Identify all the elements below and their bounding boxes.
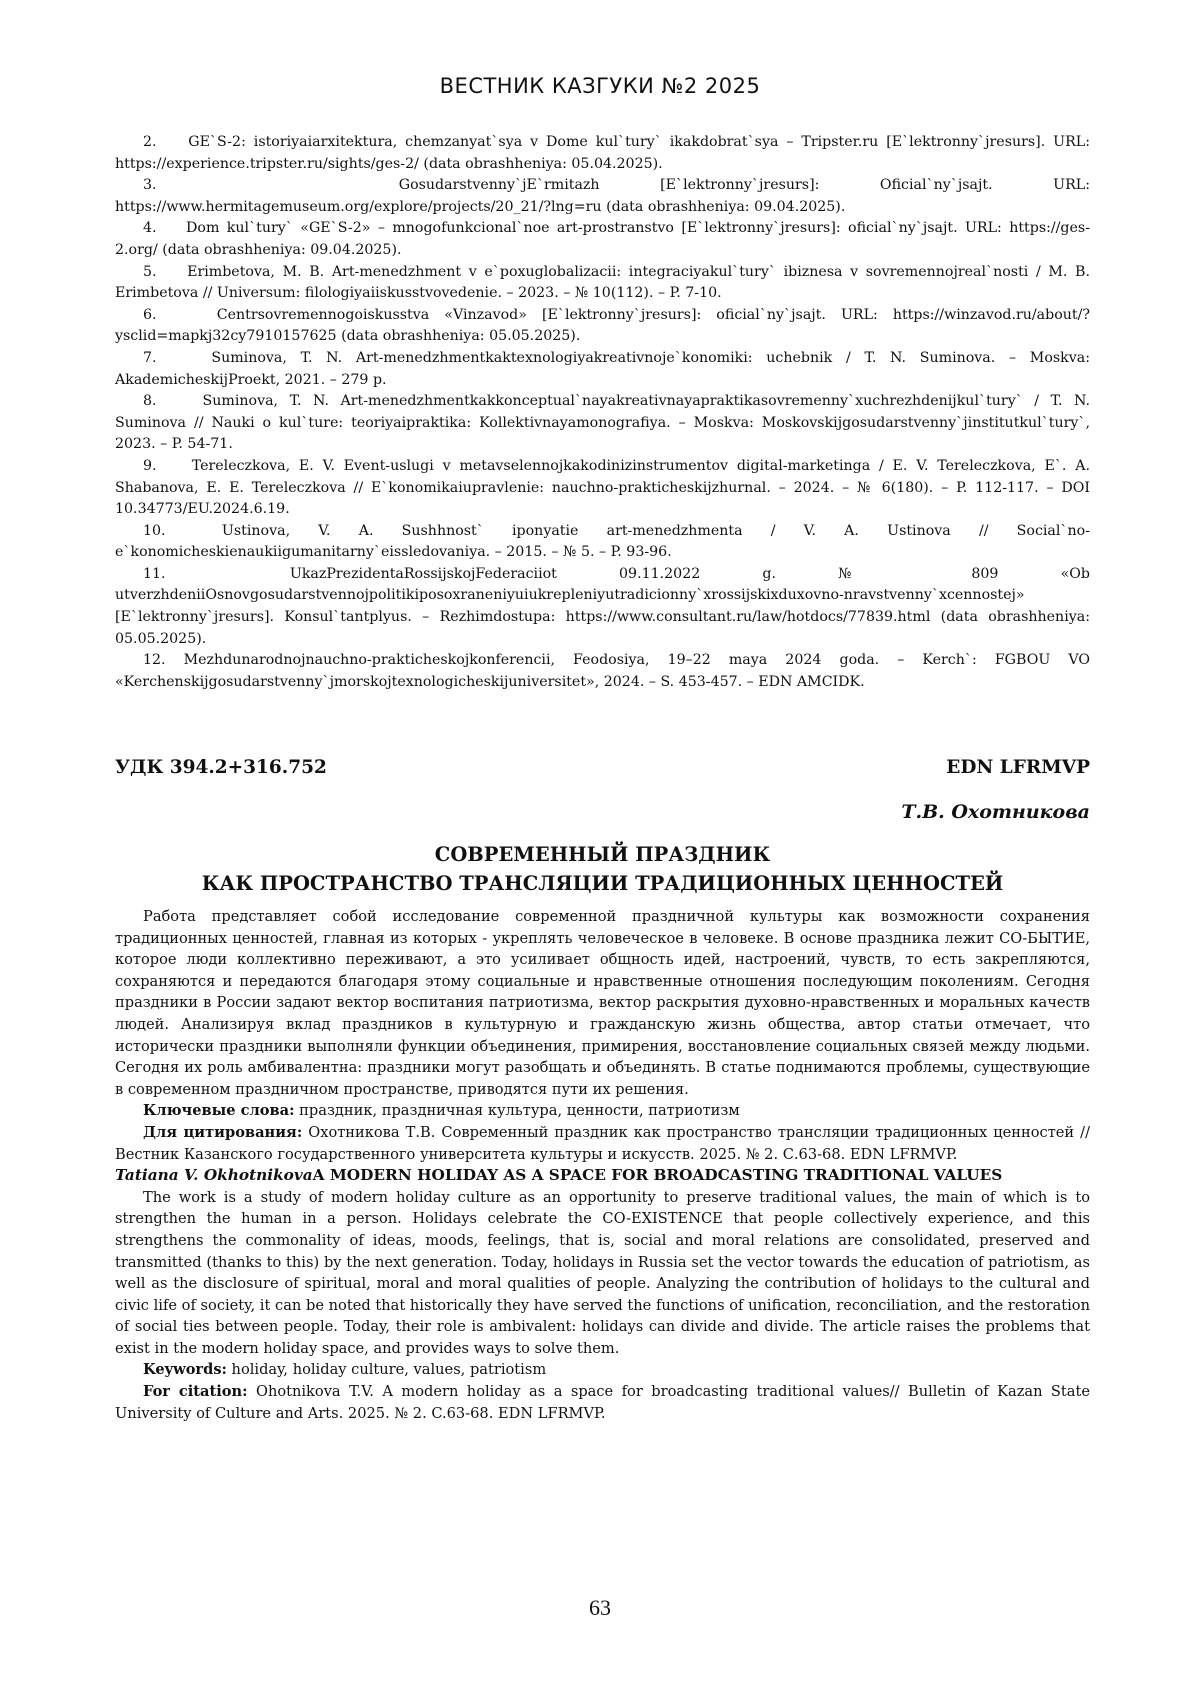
udk-code: УДК 394.2+316.752 xyxy=(115,757,327,778)
author-en: Tatiana V. Okhotnikova xyxy=(115,1166,313,1185)
keywords-ru xyxy=(115,1100,1090,1122)
keywords-label: Keywords: xyxy=(143,1361,227,1379)
citation-text: Охотникова Т.В. Современный праздник как пространство трансляции традиционных ценностей // Вестник Казанского государственного университета культуры и искусств. 2025. № 2. С.63-68. EDN LFRMVP. xyxy=(115,1123,1090,1163)
reference-item: 11. UkazPrezidentaRossijskojFederaciiot 09.11.2022 g. № 809 «Ob utverzhdeniiOsnovgosudarstvennojpolitikiposoxraneniyuiukrepleniyutradicionny`xrossijskixduxovno-nravstvenny`xcennostej» [E`lektronny`jresurs]. Konsul`tantplyus. – Rezhimdostupa: https://www.consultant.ru/law/hotdocs/77839.html (data obrashheniya: 05.05.2025). xyxy=(115,565,1090,647)
citation-label: Для цитирования: xyxy=(143,1123,303,1141)
title-line: СОВРЕМЕННЫЙ ПРАЗДНИК xyxy=(434,843,771,866)
keywords-en xyxy=(115,1359,1090,1381)
reference-item: 7. Suminova, T. N. Art-menedzhmentkaktexnologiyakreativnoje`konomiki: uchebnik / T. N. Suminova. – Moskva: AkademicheskijProekt, 2021. – 279 p. xyxy=(115,349,1090,388)
reference-item: 6. Centrsovremennogoiskusstva «Vinzavod» [E`lektronny`jresurs]: oficial`ny`jsajt. URL: https://winzavod.ru/about/?ysclid=mapkj32cy7910157625 (data obrashheniya: 05.05.2025). xyxy=(115,306,1090,345)
reference-item: 5. Erimbetova, M. B. Art-menedzhment v e`poxuglobalizacii: integraciyakul`tury` ibiznesa v sovremennojreal`nosti / M. B. Erimbetova // Universum: filologiyaiiskusstvovedenie. – 2023. – № 10(112). – P. 7-10. xyxy=(115,263,1090,302)
keywords-label: Ключевые слова: xyxy=(143,1102,295,1120)
abstract-ru: Работа представляет собой исследование современной праздничной культуры как возможности сохранения традиционных ценностей, главная из которых - укреплять человеческое в человеке. В основе праздника лежит СО-БЫТИЕ, которое люди коллективно переживают, а это усиливает общность идей, настроений, чувств, то есть закрепляются, сохраняются и передаются благодаря этому социальные и нравственные отношения последующим поколениям. Сегодня праздники в России задают вектор воспитания патриотизма, вектор раскрытия духовно-нравственных и моральных качеств людей. Анализируя вклад праздников в культурную и гражданскую жизнь общества, автор статьи отмечает, что исторически праздники выполняли функции объединения, примирения, восстановление социальных связей между людьми. Сегодня их роль амбивалентна: праздники могут разобщать и объединять. В статье поднимаются проблемы, существующие в современном праздничном пространстве, приводятся пути их решения. xyxy=(115,908,1090,1098)
keywords-text: holiday, holiday culture, values, patriotism xyxy=(226,1361,547,1379)
reference-item: 10. Ustinova, V. A. Sushhnost` iponyatie art-menedzhmenta / V. A. Ustinova // Social`no-e`konomicheskienaukiigumanitarny`eissledovaniya. – 2015. – № 5. – P. 93-96. xyxy=(115,522,1090,561)
english-title-line xyxy=(115,1165,1090,1187)
author-name: Т.В. Охотникова xyxy=(901,801,1090,823)
abstract-en: The work is a study of modern holiday culture as an opportunity to preserve traditional values, the main of which is to strengthen the human in a person. Holidays celebrate the CO-EXISTENCE that people collectively experience, and this strengthens the commonality of ideas, moods, feelings, that is, social and moral relations are consolidated, preserved and transmitted (thanks to this) by the next generation. Today, holidays in Russia set the vector towards the education of patriotism, as well as the disclosure of spiritual, moral and moral qualities of people. Analyzing the contribution of holidays to the cultural and civic life of society, it can be noted that historically they have served the functions of unification, reconciliation, and the restoration of social ties between people. Today, their role is ambivalent: holidays can divide and divide. The article raises the problems that exist in the modern holiday space, and provides ways to solve them. xyxy=(115,1188,1090,1357)
journal-header: ВЕСТНИК КАЗГУКИ №2 2025 xyxy=(439,74,761,98)
edn-code: EDN LFRMVP xyxy=(946,757,1090,778)
reference-item: 9. Tereleczkova, E. V. Event-uslugi v metavselennojkakodinizinstrumentov digital-marketinga / E. V. Tereleczkova, E`. A. Shabanova, E. E. Tereleczkova // E`konomikaiupravlenie: nauchno-prakticheskijzhurnal. – 2024. – № 6(180). – P. 112-117. – DOI 10.34773/EU.2024.6.19. xyxy=(115,457,1090,518)
citation-label: For citation: xyxy=(143,1383,248,1401)
page-number: 63 xyxy=(589,1595,611,1620)
article-title xyxy=(115,840,1090,898)
reference-item: 12. Mezhdunarodnojnauchno-prakticheskojkonferencii, Feodosiya, 19–22 maya 2024 goda. – Kerch`: FGBOU VO «Kerchenskijgosudarstvenny`jmorskojtexnologicheskijuniversitet», 2024. – S. 453-457. – EDN AMCIDK. xyxy=(115,652,1090,690)
article-body xyxy=(115,906,1090,1424)
citation-en xyxy=(115,1381,1090,1424)
reference-item: 4. Dom kul`tury` «GE`S-2» – mnogofunkcional`noe art-prostranstvo [E`lektronny`jresurs]: oficial`ny`jsajt. URL: https://ges-2.org/ (data obrashheniya: 09.04.2025). xyxy=(115,220,1090,258)
reference-item: 2. GE`S-2: istoriyaiarxitektura, chemzanyat`sya v Dome kul`tury` ikakdobrat`sya – Tripster.ru [E`lektronny`jresurs]. URL: https://experience.tripster.ru/sights/ges-2/ (data obrashheniya: 05.04.2025). xyxy=(115,134,1090,172)
reference-item: 3. Gosudarstvenny`jE`rmitazh [E`lektronny`jresurs]: Oficial`ny`jsajt. URL: https://www.hermitagemuseum.org/explore/projects/20_21/?lng=ru (data obrashheniya: 09.04.2025). xyxy=(115,177,1090,215)
references-list xyxy=(115,132,1090,693)
title-en: A MODERN HOLIDAY AS A SPACE FOR BROADCASTING TRADITIONAL VALUES xyxy=(312,1166,1003,1185)
citation-text: Ohotnikova T.V. A modern holiday as a space for broadcasting traditional values// Bulletin of Kazan State University of Culture and Arts. 2025. № 2. C.63-68. EDN LFRMVP. xyxy=(115,1383,1090,1422)
title-line: КАК ПРОСТРАНСТВО ТРАНСЛЯЦИИ ТРАДИЦИОННЫХ ЦЕННОСТЕЙ xyxy=(201,872,1004,895)
citation-ru xyxy=(115,1122,1090,1165)
keywords-text: праздник, праздничная культура, ценности, патриотизм xyxy=(294,1102,740,1120)
reference-item: 8. Suminova, T. N. Art-menedzhmentkakkonceptual`nayakreativnayapraktikasovremenny`xuchrezhdenijkul`tury` / T. N. Suminova // Nauki o kul`ture: teoriyaipraktika: Kollektivnayamonografiya. – Moskva: Moskovskijgosudarstvenny`jinstitutkul`tury`, 2023. – P. 54-71. xyxy=(115,393,1090,453)
